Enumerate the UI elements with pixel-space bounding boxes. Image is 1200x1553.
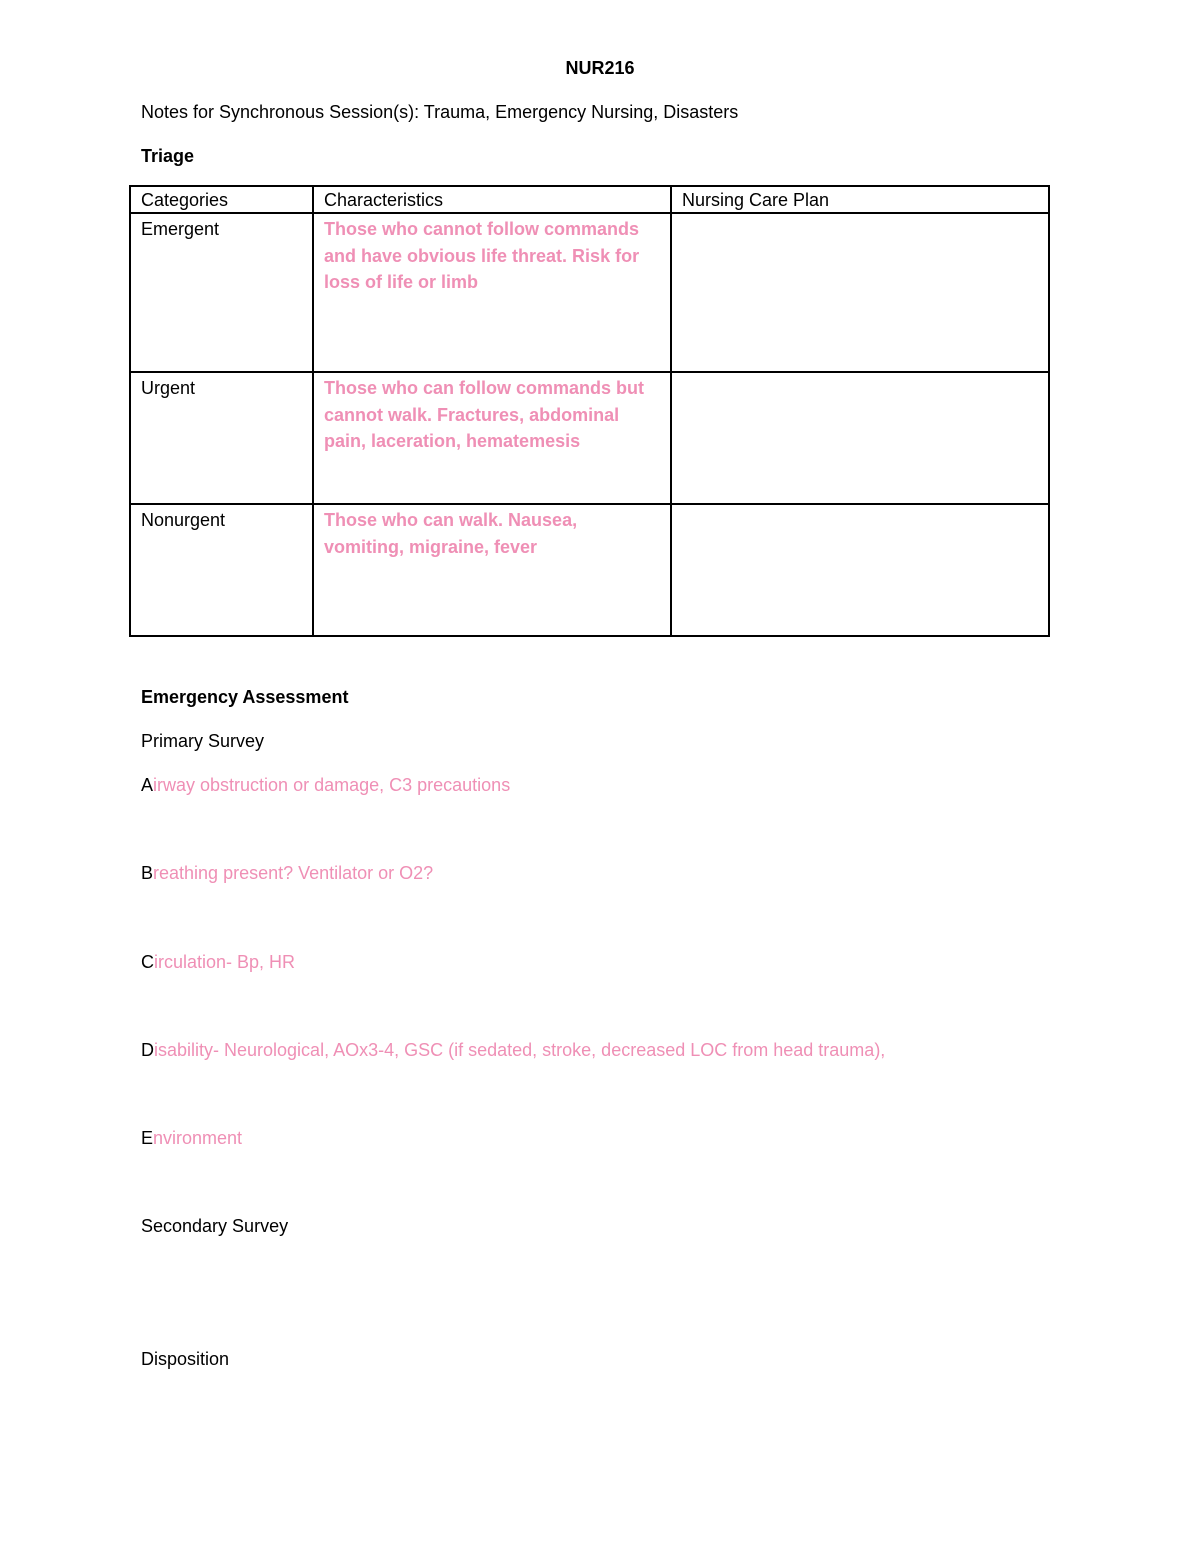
survey-item-letter: C — [141, 952, 154, 972]
care-plan-cell — [671, 213, 1049, 372]
survey-item-circulation — [141, 951, 295, 973]
primary-survey-label: Primary Survey — [141, 731, 265, 751]
survey-item-letter: B — [141, 863, 154, 883]
survey-item-environment — [141, 1127, 242, 1149]
triage-row-nonurgent — [130, 504, 1049, 636]
secondary-survey-label: Secondary Survey — [141, 1216, 289, 1236]
survey-item-letter: D — [141, 1040, 154, 1060]
survey-item-disability — [141, 1039, 885, 1061]
survey-item-text: irway obstruction or damage, C3 precautions — [153, 775, 511, 795]
emergency-assessment-heading: Emergency Assessment — [141, 687, 349, 707]
characteristics-cell: Those who cannot follow commands and have obvious life threat. Risk for loss of life or limb — [313, 213, 671, 372]
disposition-label: Disposition — [141, 1349, 230, 1369]
survey-item-text: irculation- Bp, HR — [154, 952, 296, 972]
survey-item-text: reathing present? Ventilator or O2? — [153, 863, 434, 883]
triage-heading: Triage — [141, 146, 195, 166]
survey-item-letter: A — [141, 775, 154, 795]
care-plan-cell — [671, 372, 1049, 504]
triage-row-urgent — [130, 372, 1049, 504]
triage-header-row — [130, 186, 1049, 213]
column-header-characteristics: Characteristics — [313, 186, 671, 213]
survey-item-text: isability- Neurological, AOx3-4, GSC (if sedated, stroke, decreased LOC from head trauma), — [154, 1040, 886, 1060]
triage-row-emergent — [130, 213, 1049, 372]
category-cell: Nonurgent — [130, 504, 313, 636]
session-subtitle: Notes for Synchronous Session(s): Trauma, Emergency Nursing, Disasters — [141, 102, 739, 122]
survey-item-airway — [141, 774, 510, 796]
category-cell: Urgent — [130, 372, 313, 504]
category-cell: Emergent — [130, 213, 313, 372]
characteristics-cell: Those who can walk. Nausea, vomiting, migraine, fever — [313, 504, 671, 636]
course-title: NUR216 — [565, 58, 635, 78]
survey-item-letter: E — [141, 1128, 154, 1148]
column-header-categories: Categories — [130, 186, 313, 213]
column-header-care-plan: Nursing Care Plan — [671, 186, 1049, 213]
survey-item-text: nvironment — [153, 1128, 243, 1148]
triage-table — [129, 185, 1050, 637]
characteristics-cell: Those who can follow commands but cannot walk. Fractures, abdominal pain, laceration, hematemesis — [313, 372, 671, 504]
survey-item-breathing — [141, 862, 433, 884]
care-plan-cell — [671, 504, 1049, 636]
